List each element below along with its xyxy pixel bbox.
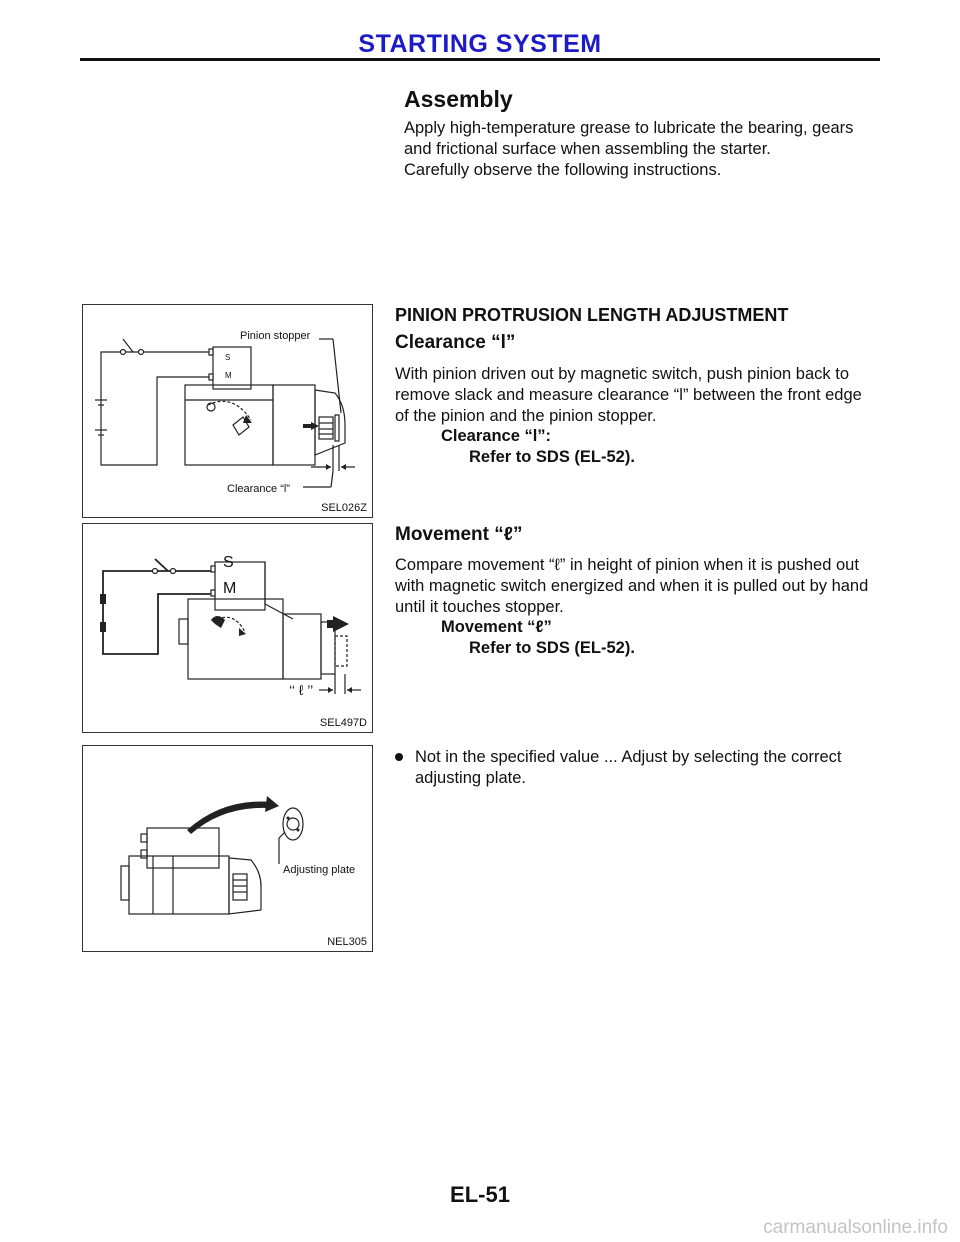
- bullet-icon: [395, 753, 403, 761]
- clearance-line-1: With pinion driven out by magnetic switch, push pinion back to: [395, 365, 849, 383]
- clearance-line-2: remove slack and measure clearance “l” between the front edge: [395, 386, 862, 404]
- figure-code-sel497d: SEL497D: [319, 717, 367, 729]
- terminal-s-label-2: S: [223, 554, 234, 571]
- assembly-line-1: Apply high-temperature grease to lubricate the bearing, gears: [404, 119, 854, 137]
- pinion-section-heading: PINION PROTRUSION LENGTH ADJUSTMENT: [395, 305, 789, 325]
- movement-line-1: Compare movement “ℓ” in height of pinion when it is pushed out: [395, 556, 859, 574]
- note-line-2: adjusting plate.: [415, 769, 526, 787]
- page-number: EL-51: [450, 1182, 510, 1207]
- assembly-line-2: and frictional surface when assembling the starter.: [404, 140, 771, 158]
- assembly-heading: Assembly: [404, 86, 513, 112]
- pinion-stopper-label: Pinion stopper: [240, 330, 311, 342]
- terminal-m-label-2: M: [223, 580, 237, 597]
- clearance-heading: Clearance “l”: [395, 332, 516, 353]
- adjustment-note: [395, 747, 883, 789]
- movement-heading: Movement “ℓ”: [395, 524, 523, 545]
- figure-nel305: [82, 745, 373, 952]
- figure-code-nel305: NEL305: [327, 936, 367, 948]
- clearance-spec-value: Refer to SDS (EL-52).: [469, 448, 635, 466]
- clearance-label: Clearance “l”: [227, 483, 290, 495]
- terminal-m-label: M: [225, 371, 232, 380]
- movement-line-2: with magnetic switch energized and when it is pulled out by hand: [395, 577, 869, 595]
- movement-spec-label: Movement “ℓ”: [441, 618, 552, 636]
- terminal-s-label: S: [225, 353, 231, 362]
- assembly-line-3: Carefully observe the following instructions.: [404, 161, 722, 179]
- figure-sel497d: [82, 523, 373, 733]
- header-rule: [80, 58, 880, 61]
- watermark-text: carmanualsonline.info: [763, 1217, 948, 1238]
- note-line-1: Not in the specified value ... Adjust by selecting the correct: [415, 748, 842, 766]
- clearance-spec-label: Clearance “l”:: [441, 427, 552, 445]
- adjusting-plate-diagram: [83, 746, 372, 951]
- page-header-title: STARTING SYSTEM: [358, 30, 602, 58]
- movement-spec-value: Refer to SDS (EL-52).: [469, 639, 635, 657]
- adjusting-plate-label: Adjusting plate: [283, 864, 356, 876]
- figure-sel026z: [82, 304, 373, 518]
- figure-code-sel026z: SEL026Z: [321, 502, 367, 514]
- clearance-line-3: of the pinion and the pinion stopper.: [395, 407, 657, 425]
- movement-label: ‘‘ ℓ ’’: [289, 682, 314, 698]
- movement-line-3: until it touches stopper.: [395, 598, 564, 616]
